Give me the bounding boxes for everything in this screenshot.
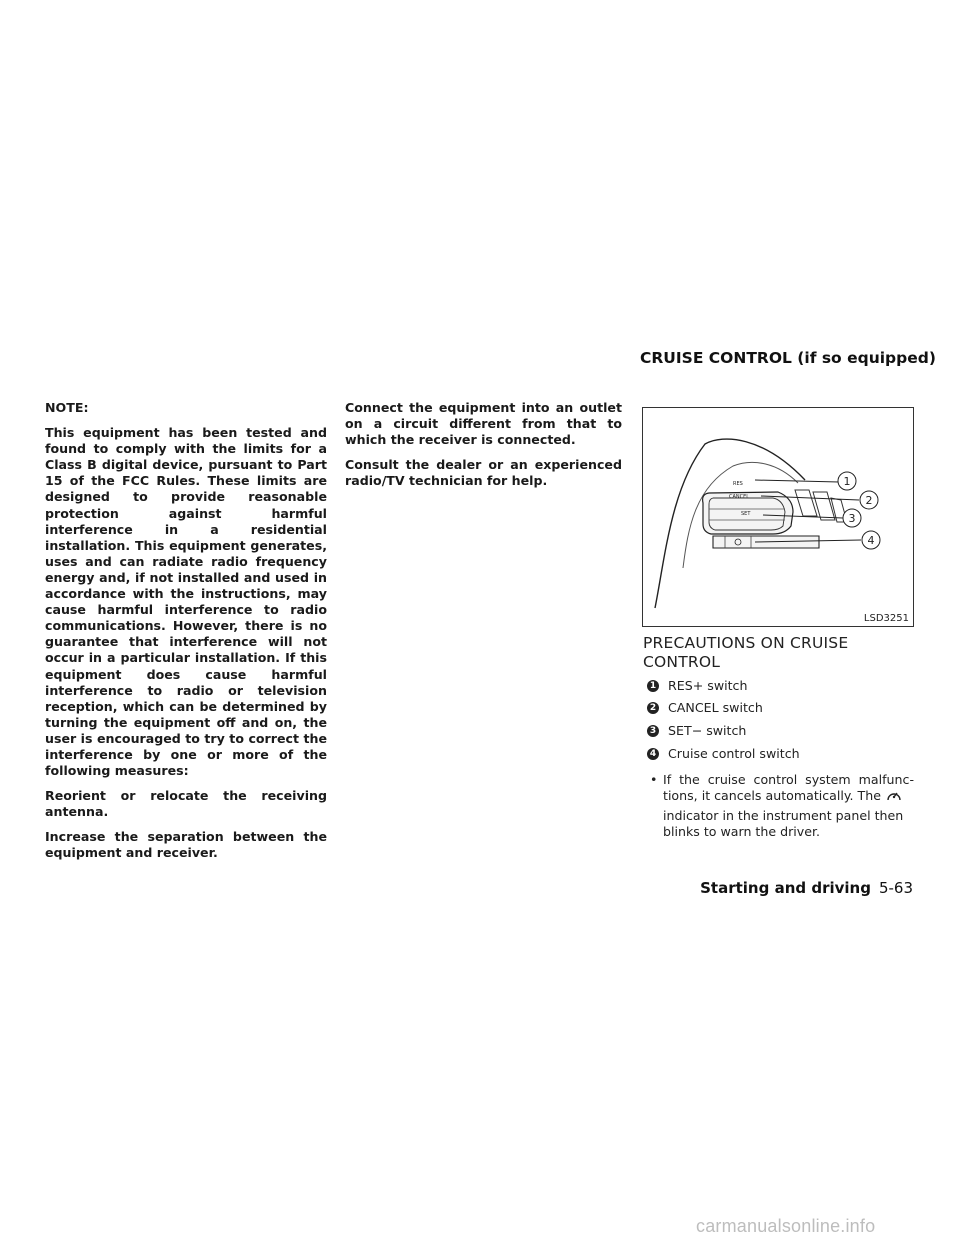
fcc-paragraph-5: Consult the dealer or an experienced radio/TV technician for help. <box>345 457 622 489</box>
svg-text:4: 4 <box>867 534 875 547</box>
legend-item-res <box>647 678 747 693</box>
fcc-notice-column <box>45 400 327 871</box>
legend-number: 2 <box>647 702 659 714</box>
legend-item-cancel <box>647 700 763 715</box>
page-footer <box>700 879 913 897</box>
callout-4 <box>862 531 880 549</box>
legend-label: SET− switch <box>668 723 747 738</box>
legend-label: RES+ switch <box>668 678 748 693</box>
res-label: RES <box>733 481 743 487</box>
precautions-heading <box>643 634 913 672</box>
legend-number: 3 <box>647 725 659 737</box>
bullet-line-2-text: tions, it cancels automatically. The <box>663 788 881 804</box>
fcc-paragraph-3: Increase the separation between the equipment and receiver. <box>45 829 327 861</box>
legend-item-set <box>647 723 746 738</box>
fcc-notice-column-2 <box>345 400 622 498</box>
set-label: SET <box>741 511 751 517</box>
callout-3 <box>843 509 861 527</box>
page-number: 5-63 <box>878 879 913 897</box>
section-header: CRUISE CONTROL (if so equipped) <box>640 349 936 367</box>
bullet-rest: indicator in the instrument panel then blinks to warn the driver. <box>663 807 904 839</box>
legend-label: CANCEL switch <box>668 700 763 715</box>
legend-number: 1 <box>647 680 659 692</box>
bullet-line-1: If the cruise control system malfunc- <box>663 772 914 787</box>
legend-item-cruise <box>647 746 800 761</box>
note-label: NOTE: <box>45 400 89 415</box>
malfunction-bullet <box>650 772 914 840</box>
watermark: carmanualsonline.info <box>696 1216 876 1236</box>
cruise-indicator-icon <box>885 789 903 807</box>
cancel-label: CANCEL <box>729 494 750 500</box>
footer-title: Starting and driving <box>700 879 871 897</box>
fcc-paragraph-4: Connect the equipment into an outlet on a circuit different from that to which the receiver is connected. <box>345 400 622 448</box>
svg-text:1: 1 <box>843 475 851 488</box>
svg-text:2: 2 <box>865 494 873 507</box>
figure-code: LSD3251 <box>863 613 909 624</box>
legend-number: 4 <box>647 748 659 760</box>
svg-text:3: 3 <box>848 512 856 525</box>
fcc-paragraph-2: Reorient or relocate the receiving antenna. <box>45 788 327 820</box>
precautions-heading-line1: PRECAUTIONS ON CRUISE <box>643 634 849 652</box>
legend-label: Cruise control switch <box>668 746 800 761</box>
fcc-paragraph-1: This equipment has been tested and found to comply with the limits for a Class B digital device, pursuant to Part 15 of the FCC Rules. These limits are designed to provide reasonable protection against harmful interference in a residential installation. This equipment generates, uses and can radiate radio frequency energy and, if not installed and used in accordance with the instructions, may cause harmful interference to radio communications. However, there is no guarantee that interference will not occur in a particular installation. If this equipment does cause harmful interference to radio or television reception, which can be determined by turning the equipment off and on, the user is encouraged to try to correct the interference by one or more of the following measures: <box>45 425 327 779</box>
callout-1 <box>838 472 856 490</box>
steering-switch-figure <box>642 407 914 627</box>
precautions-heading-line2: CONTROL <box>643 653 721 671</box>
callout-2 <box>860 491 878 509</box>
steering-wheel-illustration <box>643 408 913 626</box>
bullet-dot: • <box>650 772 658 787</box>
bullet-line-2 <box>663 788 914 807</box>
